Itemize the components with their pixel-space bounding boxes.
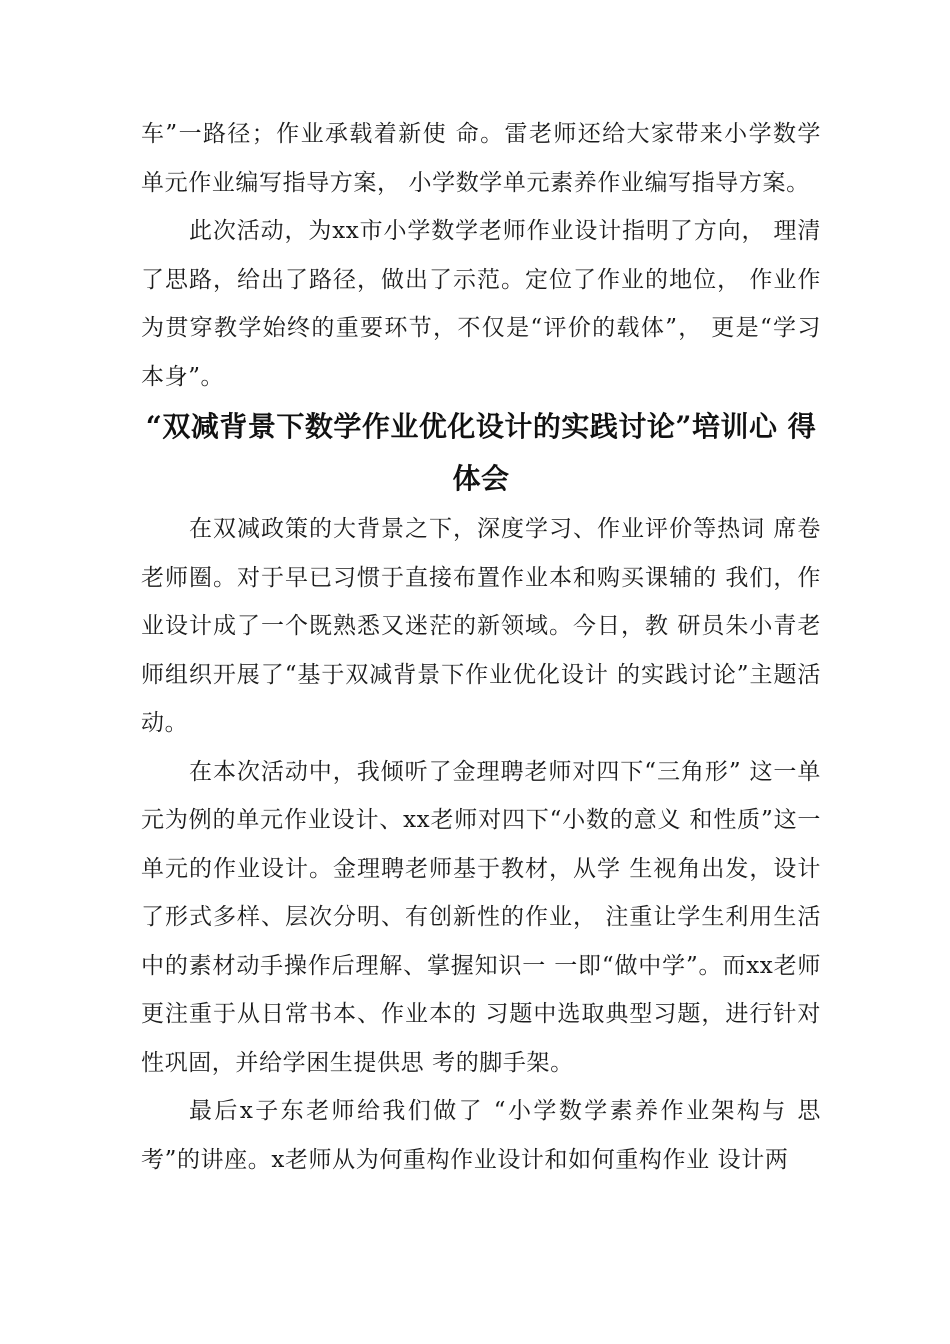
intro-paragraph-summary: 此次活动，为xx市小学数学老师作业设计指明了方向， 理清了思路，给出了路径，做出了示范。定位了作业的地位， 作业作为贯穿教学始终的重要环节，不仅是“评价的载体”， 更是“学习本身”。 [141, 218, 821, 390]
body-paragraph-activity: 在本次活动中，我倾听了金理聘老师对四下“三角形” 这一单元为例的单元作业设计、xx老师对四下“小数的意义 和性质”这一单元的作业设计。金理聘老师基于教材，从学 生视角出发，设计了形式多样、层次分明、有创新性的作业， 注重让学生利用生活中的素材动手操作后理解、掌握知识一 一即“做中学”。而xx老师更注重于从日常书本、作业本的 习题中选取典型习题，进行针对性巩固，并给学困生提供思 考的脚手架。 [141, 758, 821, 1076]
intro-paragraph-continued: 车”一路径；作业承载着新使 命。雷老师还给大家带来小学数学单元作业编写指导方案， 小学数学单元素养作业编写指导方案。 [141, 121, 821, 196]
body-paragraph-background: 在双减政策的大背景之下，深度学习、作业评价等热词 席卷老师圈。对于早已习惯于直接布置作业本和购买课辅的 我们，作业设计成了一个既熟悉又迷茫的新领域。今日，教 研员朱小青老师组织开展了“基于双减背景下作业优化设计 的实践讨论”主题活动。 [141, 516, 821, 736]
article-title-line-2: 体会 [452, 462, 510, 495]
body-paragraph-lecture: 最后x子东老师给我们做了 “小学数学素养作业架构与 思考”的讲座。x老师从为何重构作业设计和如何重构作业 设计两 [141, 1098, 821, 1173]
article-title [141, 401, 821, 505]
document-body [141, 110, 821, 1184]
article-title-line-1: “双减背景下数学作业优化设计的实践讨论”培训心 得 [145, 410, 817, 443]
